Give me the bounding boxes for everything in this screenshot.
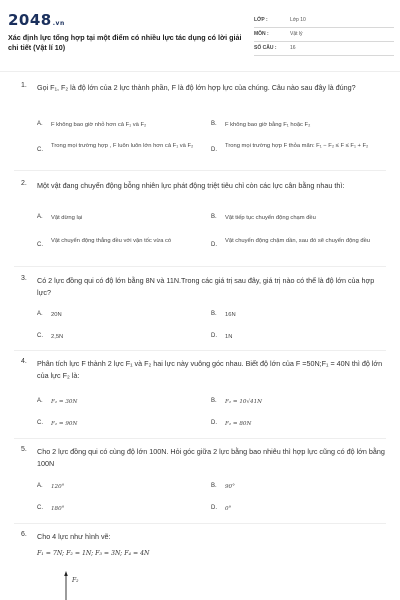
option-text: Vật dừng lại xyxy=(51,215,83,221)
option-text: F₂ = 30N xyxy=(51,399,78,405)
option-text: 180° xyxy=(51,506,65,512)
option-text: 2,5N xyxy=(51,334,64,340)
option-text: 20N xyxy=(51,312,62,318)
force-label-f2: F₂ xyxy=(72,577,79,584)
option-text: F không bao giờ bằng F₁ hoặc F₂ xyxy=(225,122,311,128)
question-number: 4. xyxy=(21,358,27,365)
meta-table xyxy=(254,14,394,56)
option-letter: A. xyxy=(37,483,43,489)
meta-key: MÔN : xyxy=(254,31,269,37)
force-values: F₁ = 7N; F₂ = 1N; F₃ = 3N; F₄ = 4N xyxy=(37,550,150,557)
meta-row-count xyxy=(254,42,394,56)
option-letter: B. xyxy=(211,398,217,404)
option-letter: C. xyxy=(37,420,43,426)
question-text: Có 2 lực đồng qui có độ lớn bằng 8N và 11N.Trong các giá trị sau đây, giá trị nào có thể là độ lớn của hợp lực? xyxy=(37,276,375,297)
option-letter: B. xyxy=(211,214,217,220)
question-text: Cho 4 lực như hình vẽ: xyxy=(37,532,111,541)
option-text: F₂ = 90N xyxy=(51,421,78,427)
question-divider xyxy=(14,266,386,267)
option-letter: D. xyxy=(211,147,217,153)
option-letter: B. xyxy=(211,311,217,317)
question-text: Cho 2 lực đồng qui có cùng độ lớn 100N. Hỏi góc giữa 2 lực bằng bao nhiêu thì hợp lực cũng có độ lớn bằng 100N xyxy=(37,447,385,468)
option-text: F₂ = 10√41N xyxy=(225,399,263,405)
force-diagram xyxy=(60,568,120,600)
option-letter: C. xyxy=(37,147,43,153)
question-number: 1. xyxy=(21,82,27,89)
document-title: Xác định lực tổng hợp tại một điểm có nhiều lực tác dụng có lời giải chi tiết (Vật lí 10) xyxy=(8,33,242,52)
option-letter: D. xyxy=(211,333,217,339)
option-text: 90° xyxy=(225,484,235,490)
header-divider xyxy=(0,71,400,72)
meta-value: Vật lý xyxy=(290,31,303,37)
meta-value: 16 xyxy=(290,45,296,51)
question-number: 5. xyxy=(21,446,27,453)
question-text: Gọi F₁, F₂ là độ lớn của 2 lực thành phần, F là độ lớn hợp lực của chúng. Câu nào sau đây là đúng? xyxy=(37,83,356,92)
option-text: F không bao giờ nhỏ hơn cả F₁ và F₂ xyxy=(51,122,147,128)
question-text: Phân tích lực F thành 2 lực F₁ và F₂ hai lực này vuông góc nhau. Biết độ lớn của F =50N;F₁ = 40N thì độ lớn của lực F₂ là: xyxy=(37,359,383,380)
arrowhead-icon xyxy=(64,571,68,576)
option-text: Vật chuyển động thẳng đều với vận tốc vừa có xyxy=(51,238,172,244)
question-divider xyxy=(14,523,386,524)
option-text: Vật tiếp tục chuyển động chạm đều xyxy=(225,215,316,221)
option-letter: C. xyxy=(37,242,43,248)
option-text: 1N xyxy=(225,334,233,340)
question-text: Một vật đang chuyển động bỗng nhiên lực phát động triệt tiêu chỉ còn các lực cân bằng nhau thì: xyxy=(37,181,345,190)
option-letter: A. xyxy=(37,398,43,404)
question-number: 6. xyxy=(21,531,27,538)
option-text: Vật chuyển động chậm dần, sau đó sẽ chuyển động đều xyxy=(225,238,371,244)
site-logo[interactable]: 2048.vn xyxy=(8,11,65,29)
meta-value: Lớp 10 xyxy=(290,17,306,23)
document-header xyxy=(0,0,400,66)
option-letter: B. xyxy=(211,121,217,127)
option-text: F₂ = 80N xyxy=(225,421,252,427)
question-number: 3. xyxy=(21,275,27,282)
option-text: 120° xyxy=(51,484,65,490)
option-text: 0° xyxy=(225,506,232,512)
option-letter: D. xyxy=(211,242,217,248)
option-letter: A. xyxy=(37,311,43,317)
question-divider xyxy=(14,350,386,351)
meta-key: LỚP : xyxy=(254,17,268,23)
option-letter: A. xyxy=(37,214,43,220)
meta-row-subject xyxy=(254,28,394,42)
question-number: 2. xyxy=(21,180,27,187)
meta-row-class xyxy=(254,14,394,28)
option-letter: D. xyxy=(211,505,217,511)
option-letter: D. xyxy=(211,420,217,426)
question-divider xyxy=(14,170,386,171)
option-text: Trong mọi trường hợp F thỏa mãn: F₁ − F₂ ≤ F ≤ F₁ + F₂ xyxy=(225,143,369,149)
option-letter: C. xyxy=(37,333,43,339)
option-letter: B. xyxy=(211,483,217,489)
option-text: Trong mọi trường hợp , F luôn luôn lớn hơn cả F₁ và F₂ xyxy=(51,143,194,149)
meta-key: SỐ CÂU : xyxy=(254,45,277,51)
option-letter: A. xyxy=(37,121,43,127)
question-divider xyxy=(14,438,386,439)
option-letter: C. xyxy=(37,505,43,511)
option-text: 16N xyxy=(225,312,236,318)
